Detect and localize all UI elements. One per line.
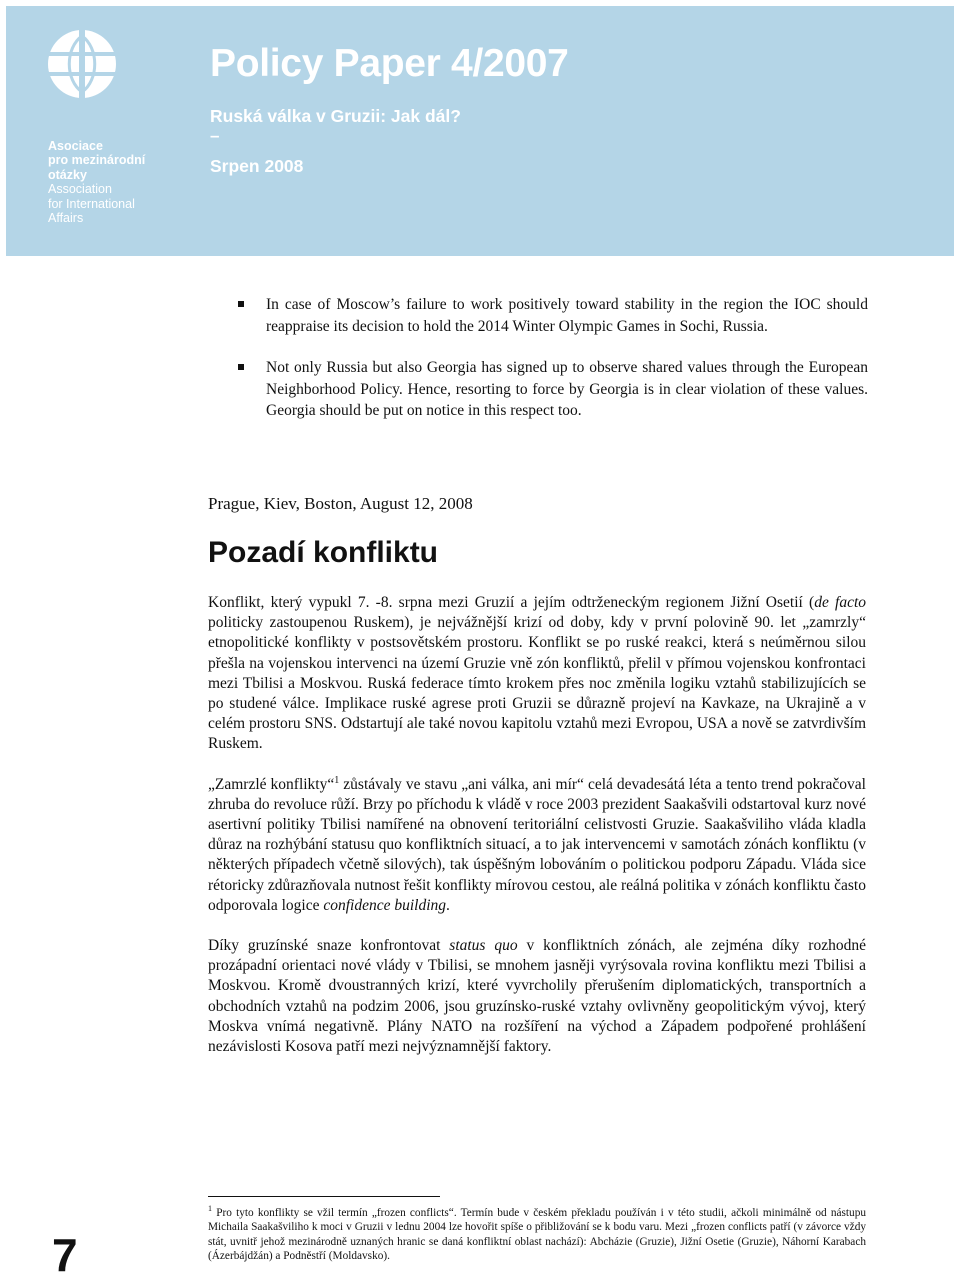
text-run: Díky gruzínské snaze konfrontovat xyxy=(208,937,450,955)
paragraph xyxy=(208,593,866,755)
text-run: Konflikt, který vypukl 7. -8. srpna mezi Gruzií a jejím odtrženeckým regionem Jižní Osetií ( xyxy=(208,594,815,611)
footnote xyxy=(208,1206,866,1264)
paragraph xyxy=(208,936,866,1057)
logo-line: for International xyxy=(48,196,135,211)
text-run: politicky zastoupenou Ruskem), je nejvážnější krizí od doby, kdy v první polovině 90. let „zamrzly“ etnopolitické konflikty v postsovětském prostoru. Konflikt se po ruské reakci, která s neúměrnou silou přešla na vojenskou intervenci na území Gruzie vně zón konfliktů, přelil v přímou vojenskou konfrontaci mezi Tbilisi a Moskvou. Ruská federace tímto krokem přes noc změnila logiku vztahů stabilizujících se po studené válce. Implikace ruské agrese proti Gruzii se důrazně projeví na Kavkaze, na Ukrajině a v celém prostoru SNS. Odstartují ale také novou kapitolu vztahů mezi Evropou, USA a nově se zatvrdivším Ruskem. xyxy=(208,614,866,753)
footnote-marker: 1 xyxy=(208,1204,212,1214)
logo-line: pro mezinárodní xyxy=(48,153,146,168)
logo-line: Association xyxy=(48,182,112,197)
logo-caption xyxy=(48,139,145,225)
document-subtitle: Ruská válka v Gruzii: Jak dál? xyxy=(210,106,461,126)
italic-term: status quo xyxy=(449,937,518,955)
footnote-reference[interactable]: 1 xyxy=(334,774,340,786)
list-item-text: Not only Russia but also Georgia has signed up to observe shared values through the European Neighborhood Policy. Hence, resorting to force by Georgia is in clear violation of these values. Georgia should be put on notice in this respect too. xyxy=(266,359,868,419)
list-item-text: In case of Moscow’s failure to work positively toward stability in the region the IOC should reappraise its decision to hold the 2014 Winter Olympic Games in Sochi, Russia. xyxy=(266,296,868,335)
paragraph xyxy=(208,775,866,916)
body-text xyxy=(208,593,866,1077)
document-date: Srpen 2008 xyxy=(210,156,304,176)
footnote-divider xyxy=(208,1196,440,1197)
header-band xyxy=(6,6,954,256)
list-item xyxy=(236,357,868,422)
footnote-text: Pro tyto konflikty se vžil termín „frozen conflicts“. Termín bude v českém překladu používán i v této studii, ačkoli minimálně od nástupu Michaila Saakašviliho k moci v Gruzii v lednu 2004 lze hovořit spíše o přibližování se k bodu varu. Mezi „frozen conflicts patří (v závorce vždy stát, uvnitř jehož mezinárodně uznaných hranic se daná konfliktní oblast nachází): Abcházie (Gruzie), Jižní Osetie (Gruzie), Náhorní Karabach (Ázerbájdžán) a Podněstří (Moldavsko). xyxy=(208,1207,866,1263)
text-run: v konfliktních zónách, ale zejména díky rozhodné prozápadní orientaci nové vlády v Tbilisi, se mnohem jasněji vyrýsovala rovina konfliktu mezi Tbilisi a Moskvou. Kromě dvoustranných krizí, které vyvrcholily přerušením diplomatických, transportních a obchodních vztahů na podzim 2006, jsou gruzínsko-ruské vztahy ovlivněny geopolitickým vývoj, který Moskva vnímá negativně. Plány NATO na rozšíření na východ a Západem podpořené prohlášení nezávislosti Kosova patří mezi nejvýznamnější faktory. xyxy=(208,937,866,1056)
recommendation-list xyxy=(236,294,868,442)
text-run: zůstávaly ve stavu „ani válka, ani mír“ celá devadesátá léta a tento trend pokračoval zhruba do revoluce růží. Brzy po příchodu k vládě v roce 2003 prezident Saakašvili odstartoval kurz nové asertivní politiky Tbilisi namířené na obnovení teritoriální celistvosti Gruzie. Saakašviliho vláda kladla důraz na rozhýbání statusu quo konfliktních situací, a to jak intervencemi v samotách zónách konfliktu (v některých případech včetně silových), tak úspěšným lobováním o politickou podporu Západu. Vláda sice rétoricky zdůrazňovala nutnost řešit konflikty mírovou cestou, ale reálná politika v zónách konfliktu často odporovala logice xyxy=(208,775,866,914)
logo-line: Asociace xyxy=(48,139,103,153)
logo-line: Affairs xyxy=(48,211,84,226)
section-heading: Pozadí konfliktu xyxy=(208,536,439,569)
italic-term: de facto xyxy=(814,594,866,611)
place-and-date: Prague, Kiev, Boston, August 12, 2008 xyxy=(208,494,473,513)
subtitle-dash: – xyxy=(210,126,220,145)
square-bullet-icon xyxy=(238,301,244,307)
square-bullet-icon xyxy=(238,364,244,370)
list-item xyxy=(236,294,868,337)
logo-line: otázky xyxy=(48,167,87,182)
text-run: „Zamrzlé konflikty“ xyxy=(208,775,335,793)
text-run: . xyxy=(446,896,450,914)
globe-logo-icon xyxy=(41,30,123,100)
document-title: Policy Paper 4/2007 xyxy=(210,42,569,85)
italic-term: confidence building xyxy=(323,896,447,914)
page-number: 7 xyxy=(52,1229,78,1281)
organization-logo xyxy=(36,30,166,240)
